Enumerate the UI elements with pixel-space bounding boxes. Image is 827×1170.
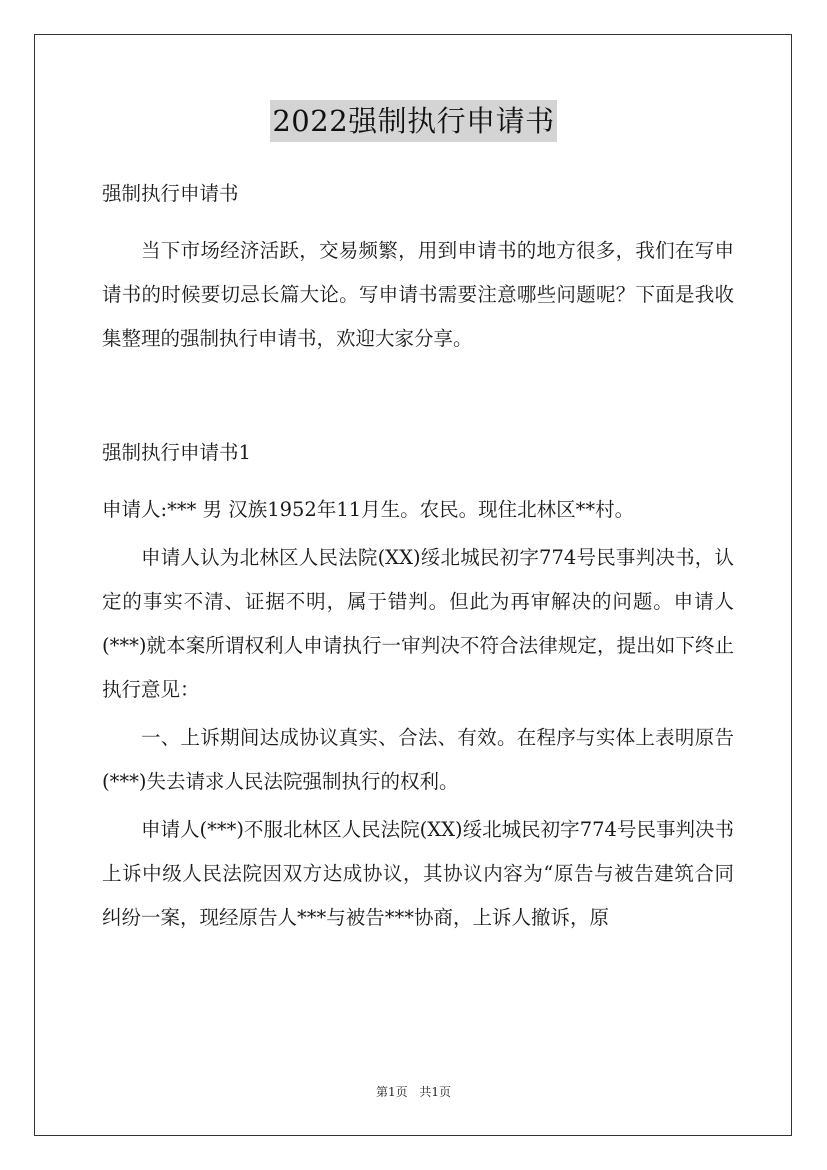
document-subtitle: 强制执行申请书: [102, 182, 239, 205]
document-body: [102, 172, 734, 940]
body-paragraph-2: 一、上诉期间达成协议真实、合法、有效。在程序与实体上表明原告(***)失去请求人民法院强制执行的权利。: [102, 726, 734, 793]
document-title: 2022强制执行申请书: [270, 100, 556, 142]
intro-paragraph: 当下市场经济活跃，交易频繁，用到申请书的地方很多，我们在写申请书的时候要切忌长篇大论。写申请书需要注意哪些问题呢？下面是我收集整理的强制执行申请书，欢迎大家分享。: [102, 239, 734, 350]
page-total: 共1页: [419, 1085, 452, 1099]
body-paragraph-1: 申请人认为北林区人民法院(XX)绥北城民初字774号民事判决书，认定的事实不清、证据不明，属于错判。但此为再审解决的问题。申请人(***)就本案所谓权利人申请执行一审判决不符合法律规定，提出如下终止执行意见：: [102, 546, 734, 701]
section-heading: 强制执行申请书1: [102, 441, 251, 464]
body-paragraph-3: 申请人(***)不服北林区人民法院(XX)绥北城民初字774号民事判决书上诉中级人民法院因双方达成协议，其协议内容为“原告与被告建筑合同纠纷一案，现经原告人***与被告***协商，上诉人撤诉，原: [102, 818, 734, 929]
applicant-line: 申请人:*** 男 汉族1952年11月生。农民。现住北林区**村。: [102, 498, 635, 521]
title-container: [0, 100, 827, 142]
page-number: 第1页: [375, 1085, 408, 1099]
page-footer: [0, 1083, 827, 1100]
